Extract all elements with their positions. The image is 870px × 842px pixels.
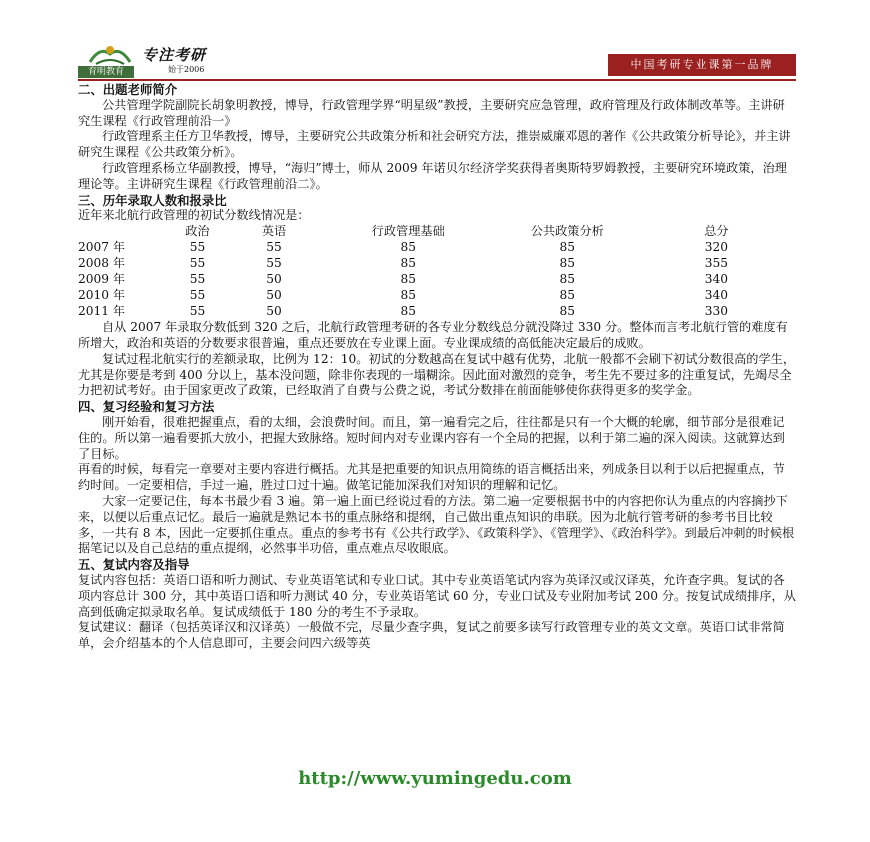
paragraph: 复试过程北航实行的差额录取，比例为 12：10。初试的分数越高在复试中越有优势，北航一般都不会刷下初试分数很高的学生，尤其是你要是考到 400 分以上，基本没问题，除非你表现的一塌糊涂。因此面对激烈的竞争，考生先不要过多的注重复试，先竭尽全力把初试考好。由于国家更改了政策，已经取消了自费与公费之说，考试分数排在前面能够使你获得更多的奖学金。 — [78, 351, 796, 398]
header-banner: 中国考研专业课第一品牌 — [608, 54, 796, 76]
table-cell: 2007 年 — [78, 240, 126, 255]
paragraph: 行政管理系主任方卫华教授，博导，主要研究公共政策分析和社会研究方法，推崇威廉邓恩的著作《公共政策分析导论》，并主讲研究生课程《公共政策分析》。 — [78, 129, 791, 160]
logo-since: 始于2006 — [168, 65, 205, 74]
table-cell: 85 — [400, 288, 416, 303]
table-cell: 320 — [704, 240, 729, 255]
paragraph: 公共管理学院副院长胡象明教授，博导，行政管理学界“明星级”教授，主要研究应急管理，政府管理及行政体制改革等。主讲研究生课程《行政管理前沿一》 — [78, 97, 785, 128]
footer-url: http://www.yumingedu.com — [298, 768, 572, 789]
paragraph: 刚开始看，很难把握重点，看的太细，会浪费时间。而且，第一遍看完之后，往往都是只有一个大概的轮廓，细节部分是很难记住的。所以第一遍看要抓大放小，把握大致脉络。短时间内对专业课内容有一个全局的把握，以利于第二遍的深入阅读。这就算达到了目标。 — [78, 414, 785, 461]
table-header: 英语 — [261, 224, 287, 239]
logo-slogan: 专注考研 — [142, 46, 207, 64]
table-cell: 55 — [266, 240, 282, 255]
table-cell: 340 — [704, 272, 729, 287]
table-cell: 55 — [189, 256, 206, 271]
table-row — [78, 304, 796, 320]
table-cell: 50 — [266, 304, 282, 319]
table-cell: 55 — [189, 288, 206, 303]
table-cell: 55 — [266, 256, 282, 271]
page-header — [78, 38, 796, 80]
table-header-row — [78, 224, 796, 240]
table-cell: 85 — [400, 256, 416, 271]
table-cell: 50 — [266, 288, 282, 303]
table-cell: 85 — [559, 304, 576, 319]
table-cell: 2008 年 — [78, 256, 126, 271]
paragraph: 自从 2007 年录取分数低到 320 之后，北航行政管理考研的各专业分数线总分就没降过 330 分。整体而言考北航行管的难度有所增大，政治和英语的分数要求很普遍，重点还要放在专业课上面。专业课成绩的高低能决定最后的成败。 — [78, 320, 788, 350]
leaf-logo-icon — [86, 42, 134, 66]
paragraph: 复试建议：翻译（包括英译汉和汉译英）一般做不完，尽量少查字典，复试之前要多读写行政管理专业的英文文章。英语口试非常简单，会介绍基本的个人信息即可，主要会问四六级等英 — [78, 620, 785, 651]
table-cell: 85 — [400, 304, 416, 319]
paragraph: 近年来北航行政管理的初试分数线情况是： — [78, 208, 310, 223]
logo-org-name: 育明教育 — [78, 66, 134, 78]
table-row — [78, 240, 796, 256]
table-header: 政治 — [185, 224, 210, 239]
table-cell: 85 — [559, 272, 576, 287]
table-cell: 85 — [400, 272, 416, 287]
table-cell: 340 — [704, 288, 729, 303]
section-title: 二、出题老师简介 — [78, 82, 178, 97]
paragraph: 行政管理系杨立华副教授，博导，“海归”博士，师从 2009 年诺贝尔经济学奖获得者奥斯特罗姆教授，主要研究环境政策，治理理论等。主讲研究生课程《行政管理前沿二》。 — [78, 160, 787, 191]
table-cell: 50 — [266, 272, 282, 287]
table-cell: 2010 年 — [78, 288, 126, 303]
logo — [78, 38, 258, 80]
table-cell: 55 — [189, 304, 206, 319]
document-body — [78, 82, 796, 652]
table-row — [78, 288, 796, 304]
section-title: 四、复习经验和复习方法 — [78, 399, 215, 415]
paragraph: 复试内容包括：英语口语和听力测试、专业英语笔试和专业口试。其中专业英语笔试内容为英译汉或汉译英，允许查字典。复试的各项内容总计 300 分，其中英语口语和听力测试 40 分，专业英语笔试 60 分，专业口试及专业附加考试 200 分。按复试成绩排序，从高到低确定拟录取名单。复试成绩低于 180 分的考生不予录取。 — [78, 572, 796, 619]
paragraph: 再看的时候，每看完一章要对主要内容进行概括。尤其是把重要的知识点用简练的语言概括出来，列成条目以利于以后把握重点，节约时间。一定要相信，手过一遍，胜过口过十遍。做笔记能加深我们对知识的理解和记忆。 — [78, 462, 785, 493]
table-cell: 85 — [559, 256, 576, 271]
table-cell: 55 — [189, 240, 206, 255]
table-row — [78, 256, 796, 272]
table-row — [78, 272, 796, 288]
table-header: 公共政策分析 — [530, 224, 604, 239]
table-header: 行政管理基础 — [371, 224, 445, 239]
table-header — [78, 224, 166, 240]
section-title: 三、历年录取人数和报录比 — [78, 192, 227, 208]
table-header: 总分 — [704, 224, 729, 239]
table-cell: 2011 年 — [78, 304, 126, 319]
score-table — [78, 224, 796, 320]
table-cell: 85 — [400, 240, 416, 255]
table-cell: 355 — [704, 256, 729, 271]
section-title: 五、复试内容及指导 — [78, 557, 190, 573]
paragraph: 大家一定要记住，每本书最少看 3 遍。第一遍上面已经说过看的方法。第二遍一定要根据书中的内容把你认为重点的内容摘抄下来，以便以后重点记忆。最后一遍就是熟记本书的重点脉络和提纲，自己做出重点知识的串联。因为北航行管考研的参考书目比较多，一共有 8 本，因此一定要抓住重点。重点的参考书有《公共行政学》、《政策科学》、《管理学》、《政治科学》。到最后冲刺的时候根据笔记以及自己总结的重点提纲，必然事半功倍，重点难点尽收眼底。 — [78, 493, 795, 556]
table-cell: 55 — [189, 272, 206, 287]
table-cell: 85 — [559, 288, 576, 303]
table-cell: 330 — [704, 304, 729, 319]
table-cell: 2009 年 — [78, 272, 126, 287]
header-divider — [78, 79, 796, 81]
table-cell: 85 — [559, 240, 576, 255]
